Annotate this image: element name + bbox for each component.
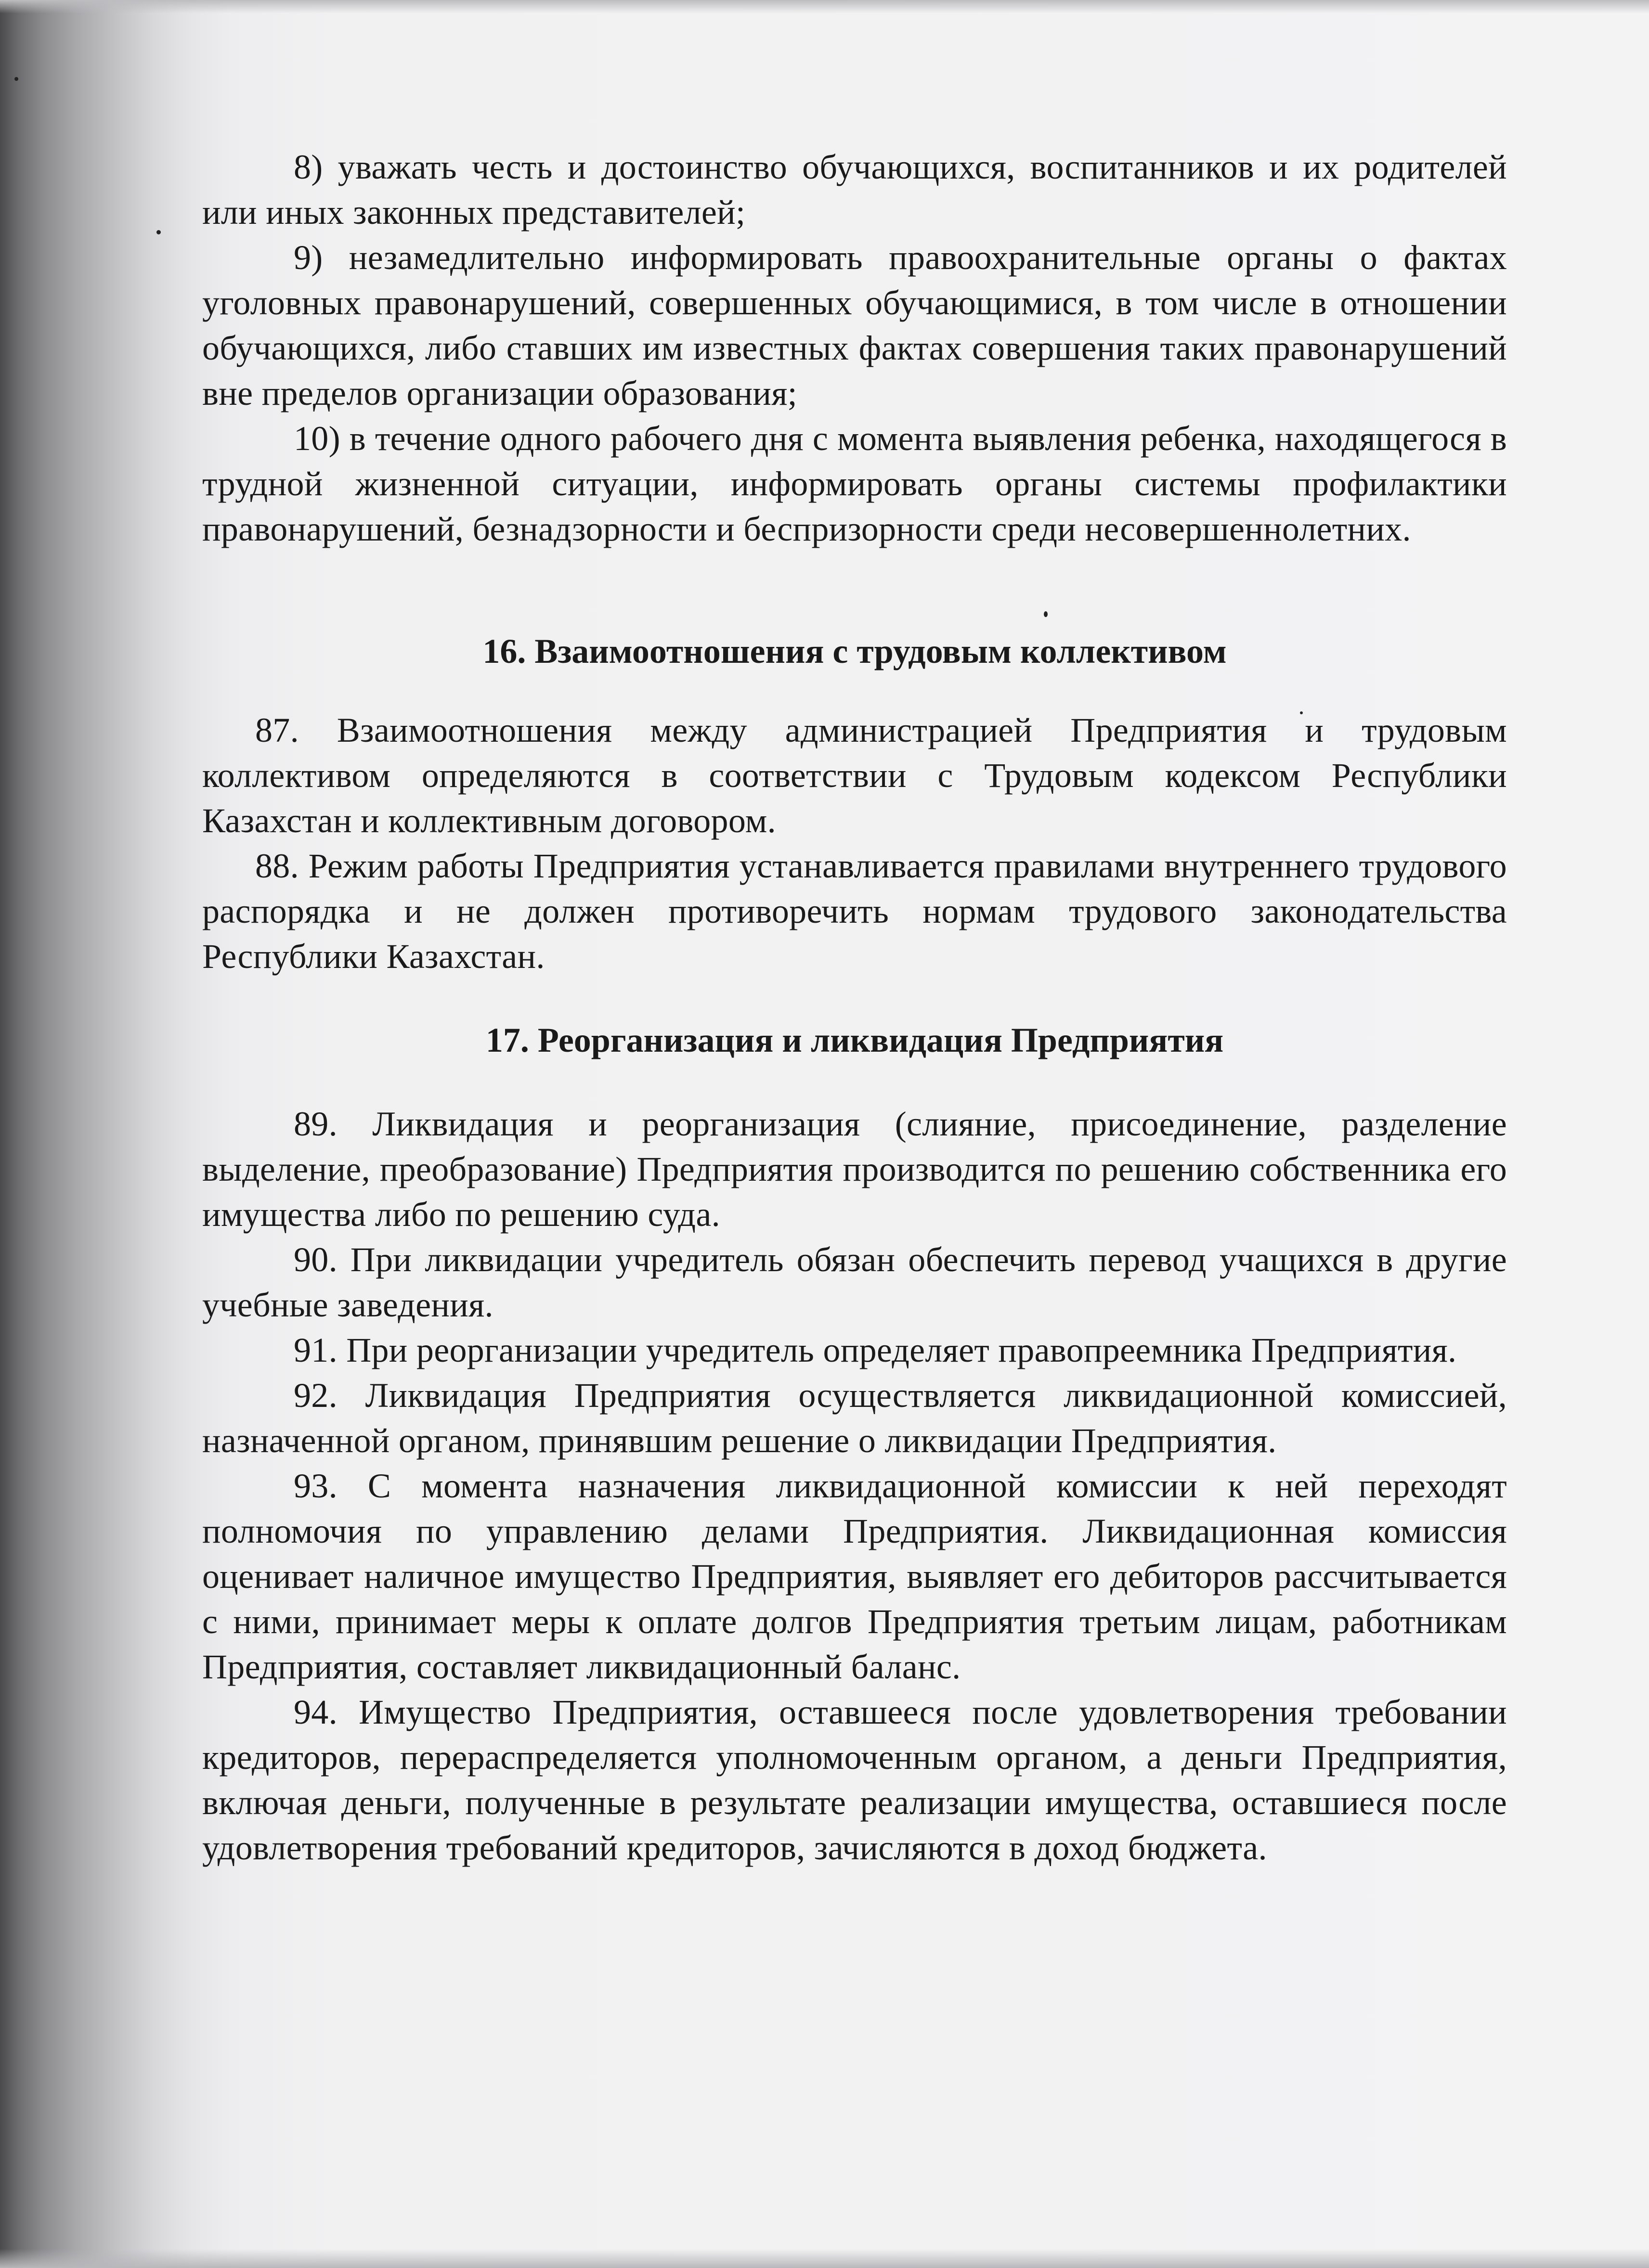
scan-top-edge xyxy=(0,0,1649,13)
section-heading: 16. Взаимоотношения с трудовым коллективом xyxy=(482,632,1227,670)
paragraph: 89. Ликвидация и реорганизация (слияние, присоединение, разделение выделение, преобразование) Предприятия производится по решению собственника его имущества либо по решению суда. xyxy=(202,1105,1507,1234)
paragraph: 88. Режим работы Предприятия устанавливается правилами внутреннего трудового распорядка и не должен противоречить нормам трудового законодательства Республики Казахстан. xyxy=(202,847,1507,976)
paragraph: 90. При ликвидации учредитель обязан обеспечить перевод учащихся в другие учебные заведения. xyxy=(202,1240,1507,1324)
list-item: 8) уважать честь и достоинство обучающихся, воспитанников и их родителей или иных законных представителей; xyxy=(202,148,1507,232)
paragraph: 94. Имущество Предприятия, оставшееся после удовлетворения требовании кредиторов, перераспределяется уполномоченным органом, а деньги Предприятия, включая деньги, полученные в результате реализации имущества, оставшиеся после удовлетворения требований кредиторов, зачисляются в доход бюджета. xyxy=(202,1693,1507,1867)
document-body xyxy=(202,144,1507,1870)
speck-mark xyxy=(14,77,18,81)
paragraph: 91. При реорганизации учредитель определяет правопреемника Предприятия. xyxy=(294,1331,1457,1369)
list-item: 10) в течение одного рабочего дня с момента выявления ребенка, находящегося в трудной жизненной ситуации, информировать органы системы профилактики правонарушений, безнадзорности и беспризорности среди несовершеннолетних. xyxy=(202,419,1507,548)
scan-bottom-edge xyxy=(0,2249,1649,2268)
paragraph: 93. С момента назначения ликвидационной комиссии к ней переходят полномочия по управлению делами Предприятия. Ликвидационная комиссия оценивает наличное имущество Предприятия, выявляет его дебиторов рассчитывается с ними, принимает меры к оплате долгов Предприятия третьим лицам, работникам Предприятия, составляет ликвидационный баланс. xyxy=(202,1467,1507,1686)
paragraph: 87. Взаимоотношения между администрацией Предприятия и трудовым коллективом определяются в соответствии с Трудовым кодексом Республики Казахстан и коллективным договором. xyxy=(202,711,1507,840)
list-item: 9) незамедлительно информировать правоохранительные органы о фактах уголовных правонарушений, совершенных обучающимися, в том числе в отношении обучающихся, либо ставших им известных фактах совершения таких правонарушений вне пределов организации образования; xyxy=(202,238,1507,412)
paragraph: 92. Ликвидация Предприятия осуществляется ликвидационной комиссией, назначенной органом, принявшим решение о ликвидации Предприятия. xyxy=(202,1376,1507,1460)
speck-mark xyxy=(156,230,161,234)
section-heading: 17. Реорганизация и ликвидация Предприятия xyxy=(485,1021,1224,1059)
